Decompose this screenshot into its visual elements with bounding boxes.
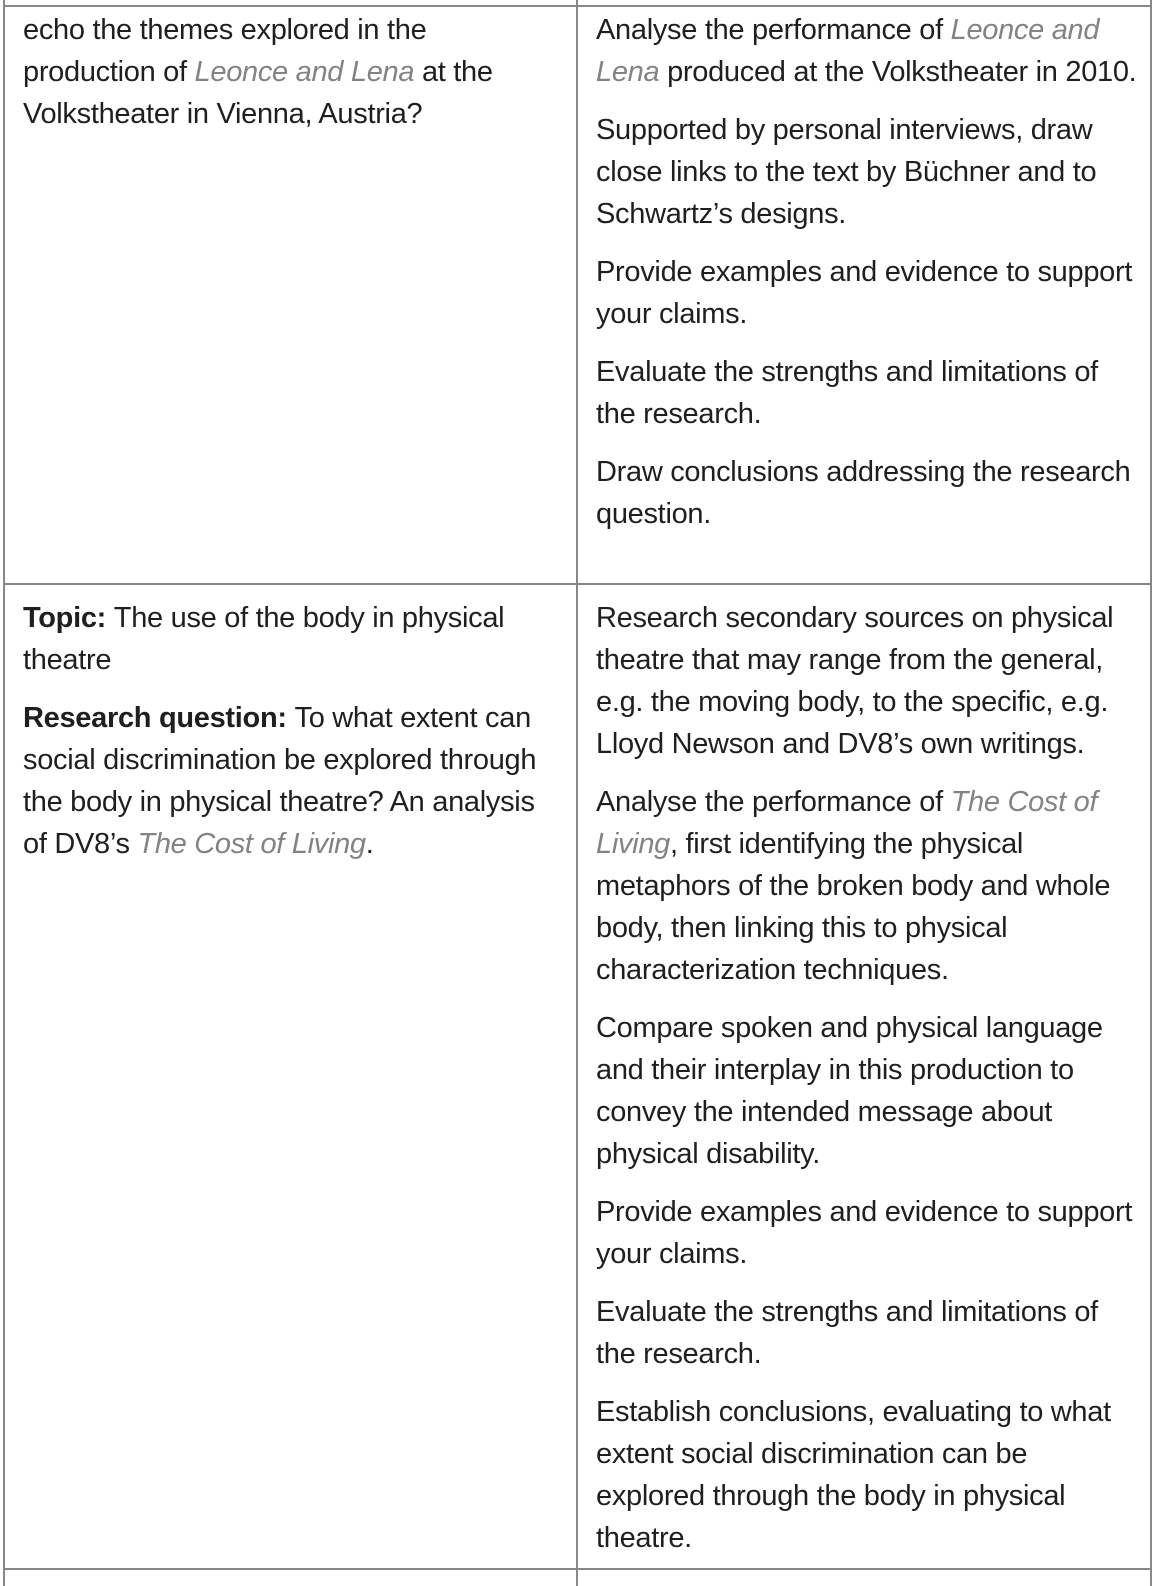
table-row-next-sliver [5, 1568, 1150, 1586]
text-segment: Supported by personal interviews, draw close links to the text by Büchner and to Schwartz’s designs. [596, 114, 1097, 230]
text-segment: To what extent can social discrimination be explored through the body in physical theatre? An analysis of DV8’s [23, 702, 537, 860]
document-table [3, 0, 1152, 1586]
paragraph [596, 451, 1138, 535]
paragraph [596, 9, 1138, 93]
text-segment: produced at the Volkstheater in 2010. [659, 56, 1137, 88]
text-segment: Analyse the performance of [596, 14, 951, 46]
table-cell-sliver-right [578, 1570, 1150, 1586]
work-title: Leonce and Lena [194, 56, 415, 88]
text-segment: Research secondary sources on physical theatre that may range from the general, e.g. the moving body, to the specific, e.g. Lloyd Newson and DV8’s own writings. [596, 602, 1114, 760]
text-segment: Evaluate the strengths and limitations of the research. [596, 356, 1098, 430]
work-title: The Cost of Living [596, 786, 1098, 860]
table-row [5, 5, 1150, 583]
text-segment: Analyse the performance of [596, 786, 951, 818]
topic-research-question-cell [5, 7, 578, 583]
text-segment: . [365, 828, 374, 860]
text-segment: The use of the body in physical theatre [23, 602, 505, 676]
paragraph [596, 1291, 1138, 1375]
text-segment: at the Volkstheater in Vienna, Austria? [23, 56, 493, 130]
paragraph [23, 697, 562, 865]
text-segment: Provide examples and evidence to support your claims. [596, 1196, 1133, 1270]
paragraph [596, 109, 1138, 235]
paragraph [596, 781, 1138, 991]
paragraph [596, 1191, 1138, 1275]
tasks-cell [578, 7, 1150, 583]
topic-research-question-cell [5, 585, 578, 1568]
text-segment: echo the themes explored in the production of [23, 14, 427, 88]
work-title: The Cost of Living [137, 828, 366, 860]
paragraph [23, 597, 562, 681]
paragraph [596, 597, 1138, 765]
paragraph [596, 1391, 1138, 1559]
table-row [5, 583, 1150, 1568]
bold-label: Research question: [23, 702, 295, 734]
text-segment: Draw conclusions addressing the research question. [596, 456, 1131, 530]
bold-label: Topic: [23, 602, 114, 634]
paragraph [596, 1007, 1138, 1175]
paragraph [23, 9, 562, 135]
text-segment: Provide examples and evidence to support your claims. [596, 256, 1133, 330]
text-segment: Establish conclusions, evaluating to what extent social discrimination can be explored through the body in physical theatre. [596, 1396, 1111, 1554]
text-segment: Evaluate the strengths and limitations of the research. [596, 1296, 1098, 1370]
text-segment: , first identifying the physical metaphors of the broken body and whole body, then linking this to physical characterization techniques. [596, 828, 1111, 986]
table-cell-sliver-left [5, 1570, 578, 1586]
text-segment: Compare spoken and physical language and their interplay in this production to convey the intended message about physical disability. [596, 1012, 1103, 1170]
paragraph [596, 351, 1138, 435]
work-title: Leonce and Lena [596, 14, 1100, 88]
tasks-cell [578, 585, 1150, 1568]
paragraph [596, 251, 1138, 335]
